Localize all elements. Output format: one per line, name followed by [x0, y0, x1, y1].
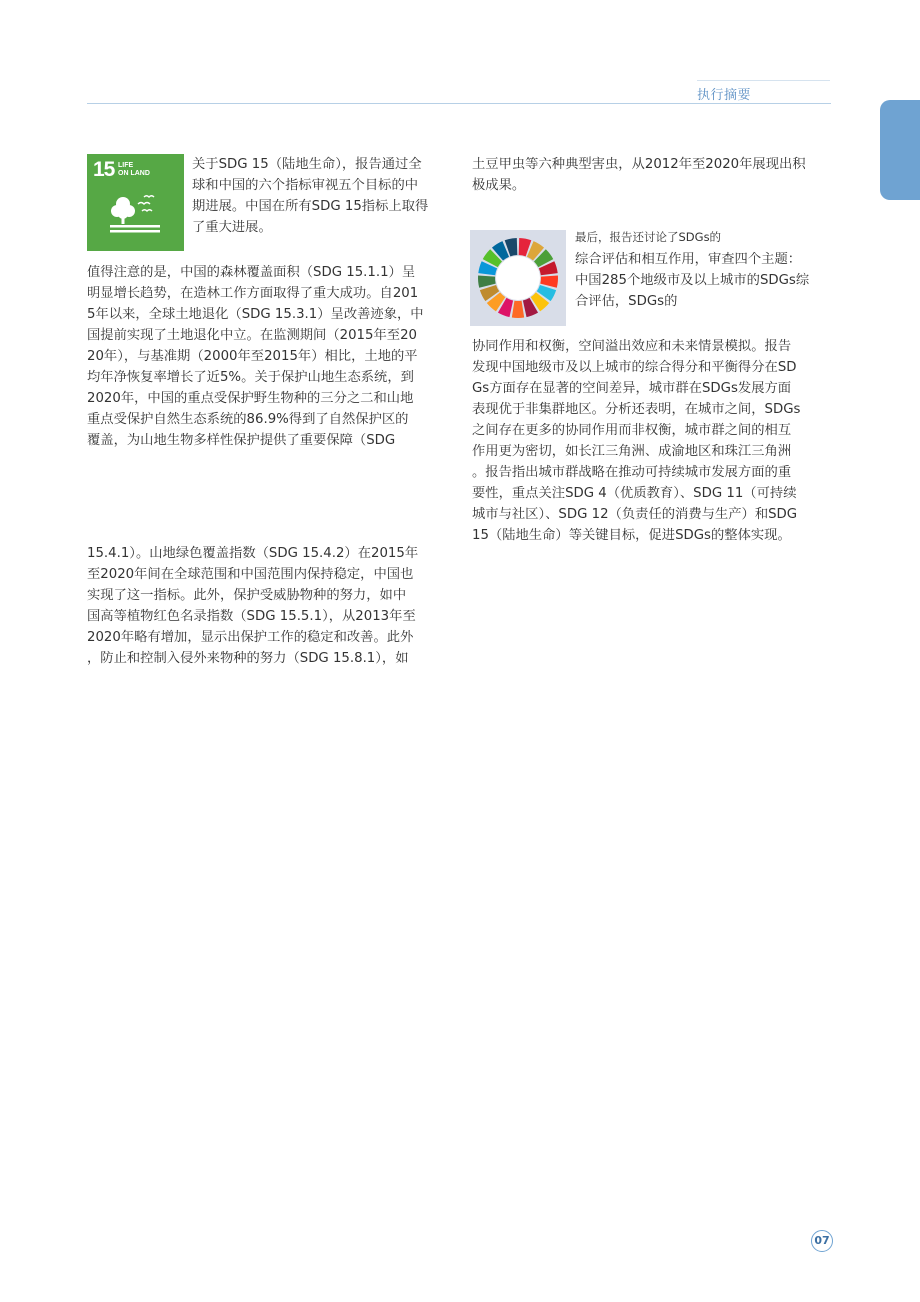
right-intro-text: 综合评估和相互作用，审查四个主题： 中国285个地级市及以上城市的SDGs综 合评估，SDGs的 — [575, 252, 810, 309]
right-paragraph-1: 土豆甲虫等六种典型害虫，从2012年至2020年展现出积 极成果。 — [472, 157, 806, 193]
wheel-center — [496, 256, 540, 300]
sdg15-label: LIFE ON LAND — [118, 162, 150, 177]
left-intro-text: 关于SDG 15（陆地生命），报告通过全 球和中国的六个指标审视五个目标的中 期进展。中国在所有SDG 15指标上取得 了重大进展。 — [192, 157, 429, 235]
page-number: 07 — [811, 1230, 833, 1252]
sdg-wheel-graphic — [470, 230, 566, 326]
section-title: 执行摘要 — [697, 88, 752, 103]
sdg-wheel-icon — [470, 230, 566, 326]
right-paragraph-2: 协同作用和权衡，空间溢出效应和未来情景模拟。报告 发现中国地级市及以上城市的综合得分和平衡得分在SD Gs方面存在显著的空间差异，城市群在SDGs发展方面 表现优于非集群地区。分析还表明，在城市之间，SDGs 之间存在更多的协同作用而非权衡，城市群之间的相互 作用更为密切，如长江三角洲、成渝地区和珠江三角洲 。报告指出城市群战略在推动可持续城市发展方面的重 要性，重点关注SDG 4（优质教育）、SDG 11（可持续 城市与社区）、SDG 12（负责任的消费与生产）和SDG 15（陆地生命）等关键目标，促进SDGs的整体实现。 — [472, 339, 801, 543]
left-paragraph-2: 15.4.1）。山地绿色覆盖指数（SDG 15.4.2）在2015年 至2020年间在全球范围和中国范围内保持稳定，中国也 实现了这一指标。此外，保护受威胁物种的努力，如中 国高等植物红色名录指数（SDG 15.5.1），从2013年至 2020年略有增加，显示出保护工作的稳定和改善。此外 ，防止和控制入侵外来物种的努力（SDG 15.8.1），如 — [87, 546, 419, 666]
wheel-segment — [512, 301, 524, 318]
header-top-rule — [697, 80, 830, 81]
tree-birds-icon — [87, 154, 184, 251]
header-rule — [87, 103, 831, 104]
left-paragraph-1: 值得注意的是，中国的森林覆盖面积（SDG 15.1.1）呈 明显增长趋势，在造林工作方面取得了重大成功。自201 5年以来，全球土地退化（SDG 15.3.1）呈改善迹象，中 国提前实现了土地退化中立。在监测期间（2015年至20 20年），与基准期（2000年至2015年）相比，土地的平 均年净恢复率增长了近5%。关于保护山地生态系统，到 2020年，中国的重点受保护野生物种的三分之二和山地 重点受保护自然生态系统的86.9%得到了自然保护区的 覆盖，为山地生物多样性保护提供了重要保障（SDG — [87, 265, 424, 448]
sdg15-number: 15 — [93, 158, 115, 181]
chapter-side-tab[interactable] — [880, 100, 920, 200]
wheel-caption: 最后，报告还讨论了SDGs的 — [575, 230, 722, 244]
sdg15-life-on-land-icon — [87, 154, 184, 251]
